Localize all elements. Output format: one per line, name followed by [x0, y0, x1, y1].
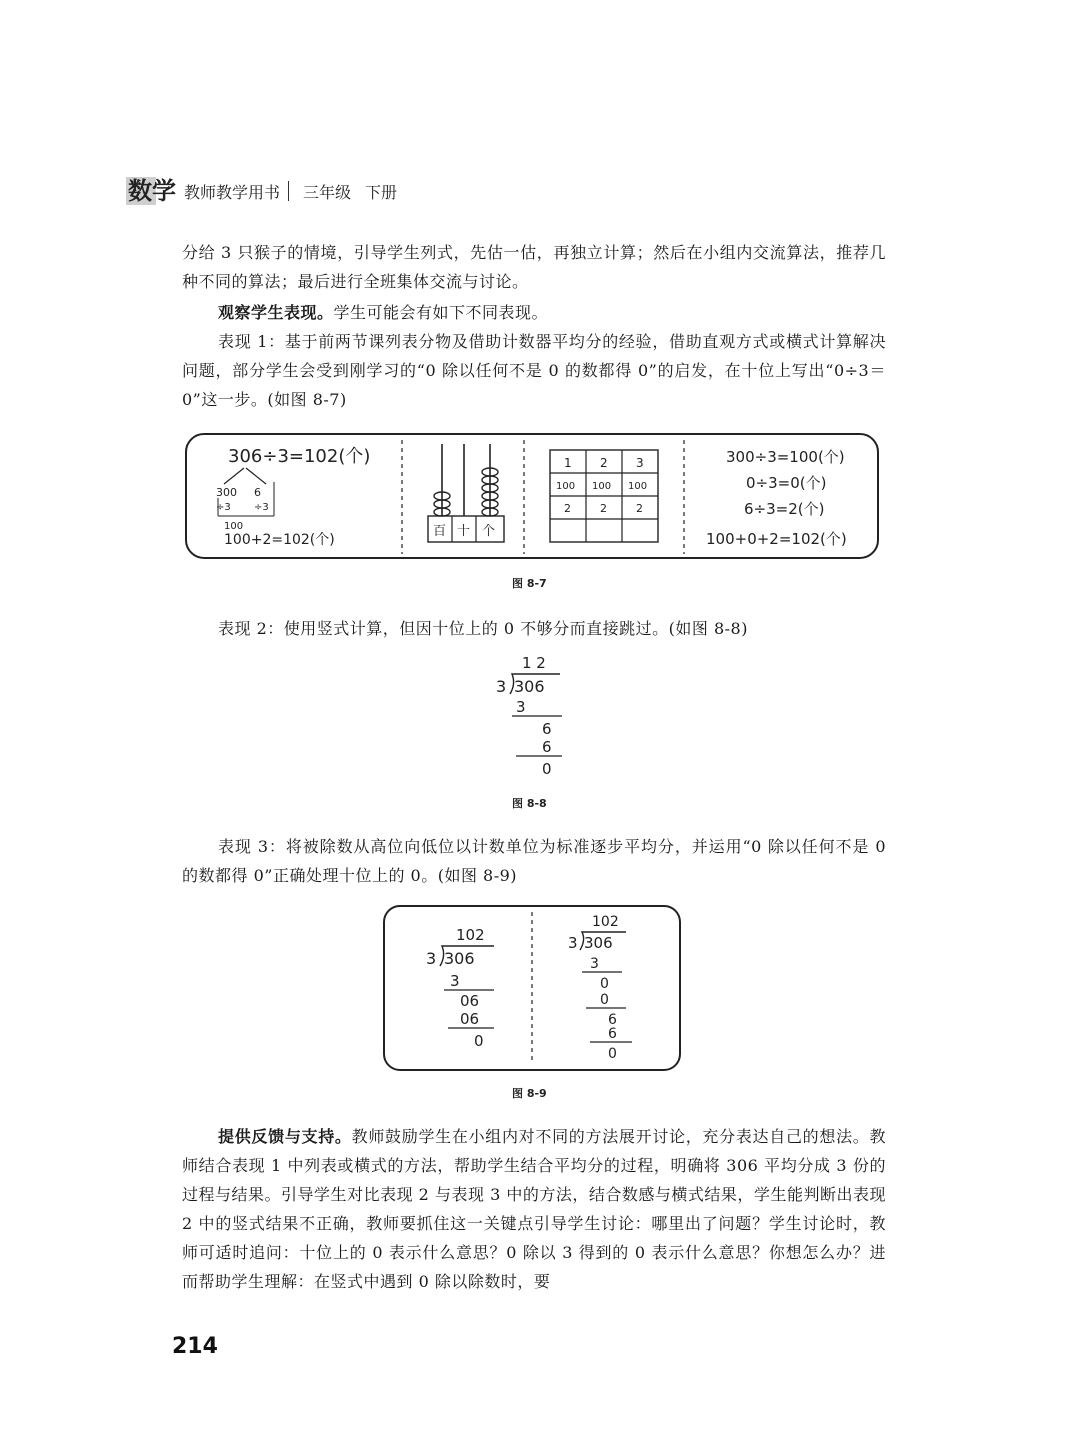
panel-abacus — [428, 444, 504, 542]
quotient: 102 — [456, 926, 485, 944]
panel-horizontal-equations — [706, 448, 847, 548]
volume-label: 下册 — [365, 182, 398, 202]
step-value: 6 — [542, 720, 552, 738]
panel-table — [550, 450, 658, 542]
right-vertical-division — [568, 914, 632, 1062]
split-sum-equation: 100+2=102(个) — [224, 532, 335, 548]
abacus-label-hundreds: 百 — [433, 524, 447, 539]
table-cell: 100 — [592, 481, 612, 492]
running-header — [126, 174, 397, 208]
header-divider — [288, 181, 289, 201]
abacus-label-tens: 十 — [457, 524, 471, 539]
subject-logo — [126, 174, 178, 208]
page-number: 214 — [172, 1334, 218, 1359]
equation-line: 0÷3=0(个) — [746, 474, 827, 492]
step-value: 06 — [460, 1010, 480, 1028]
logo-text: 数学 — [128, 177, 176, 205]
step-value: 3 — [516, 698, 526, 716]
table-cell: 2 — [600, 502, 607, 515]
dividend: 306 — [514, 677, 545, 696]
figure-8-8 — [490, 650, 580, 780]
step-value: 6 — [608, 1026, 617, 1042]
dividend: 306 — [444, 949, 475, 968]
paragraph-intro: 分给 3 只猴子的情境，引导学生列式，先估一估，再独立计算；然后在小组内交流算法，推荐几种不同的算法；最后进行全班集体交流与讨论。 — [182, 243, 886, 291]
step-value: 3 — [590, 956, 599, 972]
feedback-heading: 提供反馈与支持。 — [218, 1127, 352, 1146]
left-vertical-division — [426, 926, 494, 1050]
dividend: 306 — [584, 934, 613, 952]
table-cell: 3 — [636, 456, 644, 470]
step-value: 3 — [450, 972, 460, 990]
equation-line: 100+0+2=102(个) — [706, 530, 847, 548]
split-main-equation: 306÷3=102(个) — [228, 446, 371, 467]
paragraph-performance-3: 表现 3：将被除数从高位向低位以计数单位为标准逐步平均分，并运用“0 除以任何不是 0 的数都得 0”正确处理十位上的 0。(如图 8-9) — [182, 837, 886, 885]
divisor: 3 — [496, 677, 507, 696]
equation-line: 6÷3=2(个) — [744, 500, 825, 518]
figure-8-9 — [382, 904, 682, 1072]
step-value: 0 — [474, 1032, 484, 1050]
paragraph-performance-1: 表现 1：基于前两节课列表分物及借助计数器平均分的经验，借助直观方式或横式计算解决问题，部分学生会受到刚学习的“0 除以任何不是 0 的数都得 0”的启发，在十位上写出“0÷3＝0”这一步。(如图 8-7) — [182, 332, 886, 409]
split-left-value: 300 — [216, 486, 237, 499]
paragraph-observe — [182, 298, 886, 327]
split-left-quotient: 100 — [224, 521, 244, 532]
abacus-label-ones: 个 — [482, 524, 496, 539]
step-value: 0 — [608, 1046, 617, 1062]
divisor: 3 — [568, 934, 578, 952]
step-value: 6 — [608, 1012, 617, 1028]
grade-label: 三年级 — [303, 182, 352, 202]
table-cell: 2 — [636, 502, 643, 515]
book-title: 教师教学用书 — [184, 182, 281, 202]
split-right-value: 6 — [254, 486, 261, 499]
observe-text: 学生可能会有如下不同表现。 — [333, 303, 549, 322]
split-right-divisor: ÷3 — [254, 502, 269, 513]
equation-line: 300÷3=100(个) — [726, 448, 845, 466]
step-value: 0 — [600, 976, 609, 992]
table-cell: 2 — [564, 502, 571, 515]
figure-8-7-caption: 图 8-7 — [512, 577, 547, 590]
quotient: 102 — [592, 914, 619, 930]
divisor: 3 — [426, 949, 437, 968]
figure-8-8-caption: 图 8-8 — [512, 797, 547, 810]
step-value: 0 — [600, 992, 609, 1008]
table-cell: 100 — [556, 481, 576, 492]
feedback-text: 教师鼓励学生在小组内对不同的方法展开讨论，充分表达自己的想法。教师结合表现 1 中列表或横式的方法，帮助学生结合平均分的过程，明确将 306 平均分成 3 份的过程与结果。引导学生对比表现 2 与表现 3 中的方法，结合数感与横式结果，学生能判断出表现 2 中的竖式结果不正确，教师要抓住这一关键点引导学生讨论：哪里出了问题？学生讨论时，教师可适时追问：十位上的 0 表示什么意思？0 除以 3 得到的 0 表示什么意思？你想怎么办？进而帮助学生理解：在竖式中遇到 0 除以除数时，要 — [182, 1127, 886, 1291]
paragraph-performance-2: 表现 2：使用竖式计算，但因十位上的 0 不够分而直接跳过。(如图 8-8) — [218, 619, 748, 638]
figure-8-9-caption: 图 8-9 — [512, 1087, 547, 1100]
step-value: 06 — [460, 992, 480, 1010]
step-value: 6 — [542, 738, 552, 756]
table-cell: 2 — [600, 456, 608, 470]
paragraph-feedback — [182, 1122, 886, 1296]
table-cell: 1 — [564, 456, 572, 470]
figure-8-7 — [184, 432, 880, 560]
table-cell: 100 — [628, 481, 648, 492]
panel-split-method — [216, 446, 370, 548]
step-value: 0 — [542, 760, 552, 778]
quotient: 1 2 — [522, 654, 546, 672]
observe-heading: 观察学生表现。 — [218, 303, 334, 322]
split-left-divisor: ÷3 — [216, 502, 231, 513]
